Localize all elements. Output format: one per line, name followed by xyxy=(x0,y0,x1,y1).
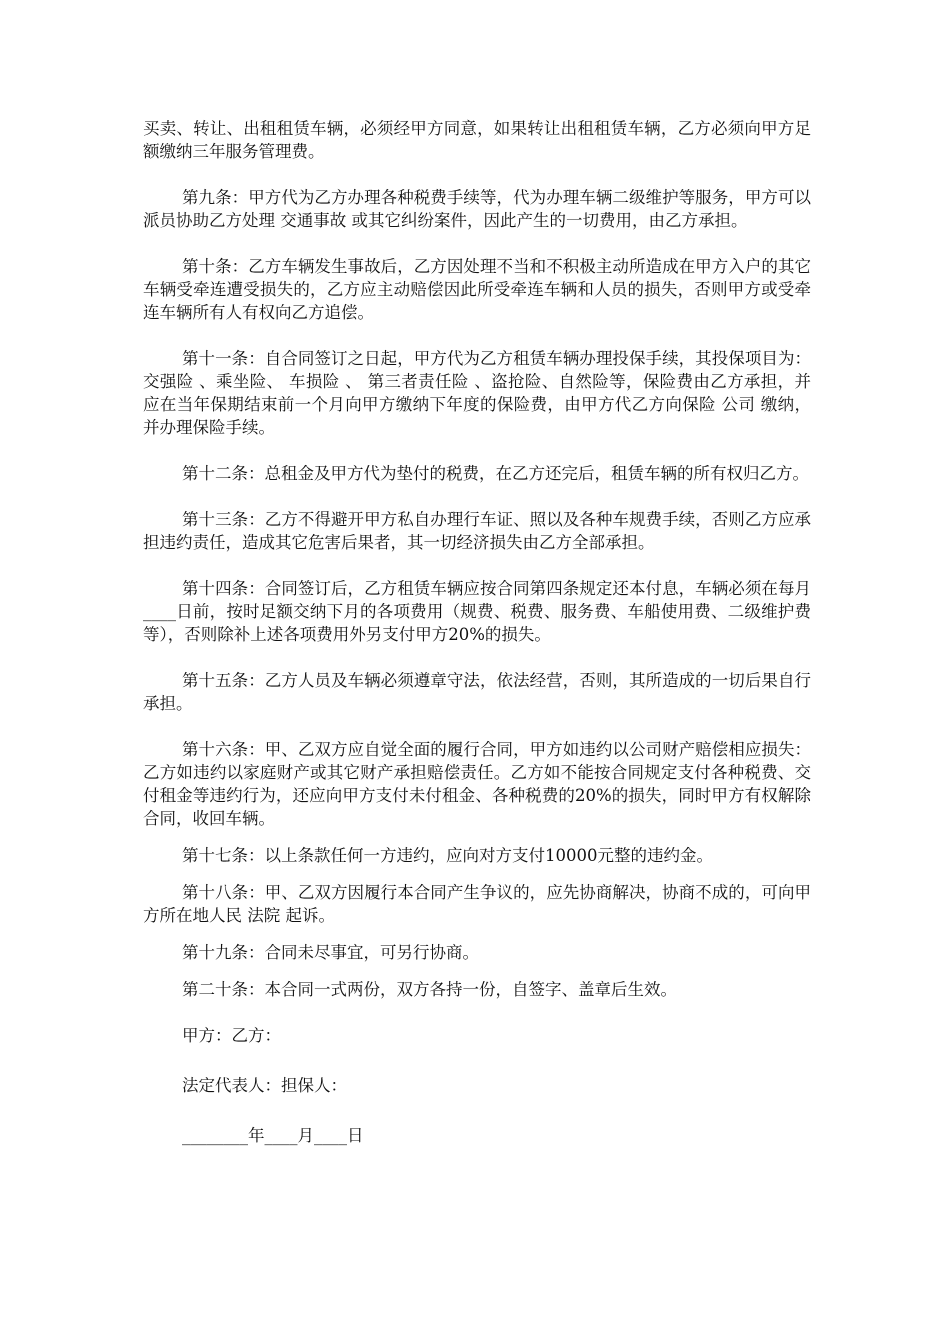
article-16: 第十六条：甲、乙双方应自觉全面的履行合同，甲方如违约以公司财产赔偿相应损失：乙方如违约以家庭财产或其它财产承担赔偿责任。乙方如不能按合同规定支付各种税费、交付租金等违约行为，还应向甲方支付未付租金、各种税费的20%的损失，同时甲方有权解除合同，收回车辆。 xyxy=(143,740,811,828)
article-10: 第十条：乙方车辆发生事故后，乙方因处理不当和不积极主动所造成在甲方入户的其它车辆受牵连遭受损失的，乙方应主动赔偿因此所受牵连车辆和人员的损失，否则甲方或受牵连车辆所有人有权向乙方追偿。 xyxy=(143,257,811,322)
article-9: 第九条：甲方代为乙方办理各种税费手续等，代为办理车辆二级维护等服务，甲方可以派员协助乙方处理 交通事故 或其它纠纷案件，因此产生的一切费用，由乙方承担。 xyxy=(143,188,811,230)
article-20: 第二十条：本合同一式两份，双方各持一份，自签字、盖章后生效。 xyxy=(182,980,677,999)
signature-date: ________年____月____日 xyxy=(182,1126,364,1145)
article-15: 第十五条：乙方人员及车辆必须遵章守法，依法经营，否则，其所造成的一切后果自行承担。 xyxy=(143,671,811,713)
article-18: 第十八条：甲、乙双方因履行本合同产生争议的，应先协商解决，协商不成的，可向甲方所在地人民 法院 起诉。 xyxy=(143,883,811,925)
article-13: 第十三条：乙方不得避开甲方私自办理行车证、照以及各种车规费手续，否则乙方应承担违约责任，造成其它危害后果者，其一切经济损失由乙方全部承担。 xyxy=(143,510,811,552)
article-12: 第十二条：总租金及甲方代为垫付的税费，在乙方还完后，租赁车辆的所有权归乙方。 xyxy=(182,464,809,483)
article-17: 第十七条：以上条款任何一方违约，应向对方支付10000元整的违约金。 xyxy=(182,846,713,865)
article-19: 第十九条：合同未尽事宜，可另行协商。 xyxy=(182,943,479,962)
paragraph-continuation: 买卖、转让、出租租赁车辆，必须经甲方同意，如果转让出租租赁车辆，乙方必须向甲方足额缴纳三年服务管理费。 xyxy=(143,119,811,161)
signature-representatives: 法定代表人：担保人： xyxy=(182,1076,347,1095)
signature-parties: 甲方：乙方： xyxy=(182,1026,281,1045)
article-11: 第十一条：自合同签订之日起，甲方代为乙方租赁车辆办理投保手续，其投保项目为： 交强险 、乘坐险、 车损险 、 第三者责任险 、盗抢险、自然险等，保险费由乙方承担，并应在当年保期结束前一个月向甲方缴纳下年度的保险费，由甲方代乙方向保险 公司 缴纳，并办理保险手续。 xyxy=(143,349,811,437)
article-14: 第十四条：合同签订后，乙方租赁车辆应按合同第四条规定还本付息，车辆必须在每月____日前，按时足额交纳下月的各项费用（规费、税费、服务费、车船使用费、二级维护费等），否则除补上述各项费用外另支付甲方20%的损失。 xyxy=(143,579,811,644)
contract-body xyxy=(143,117,811,1174)
